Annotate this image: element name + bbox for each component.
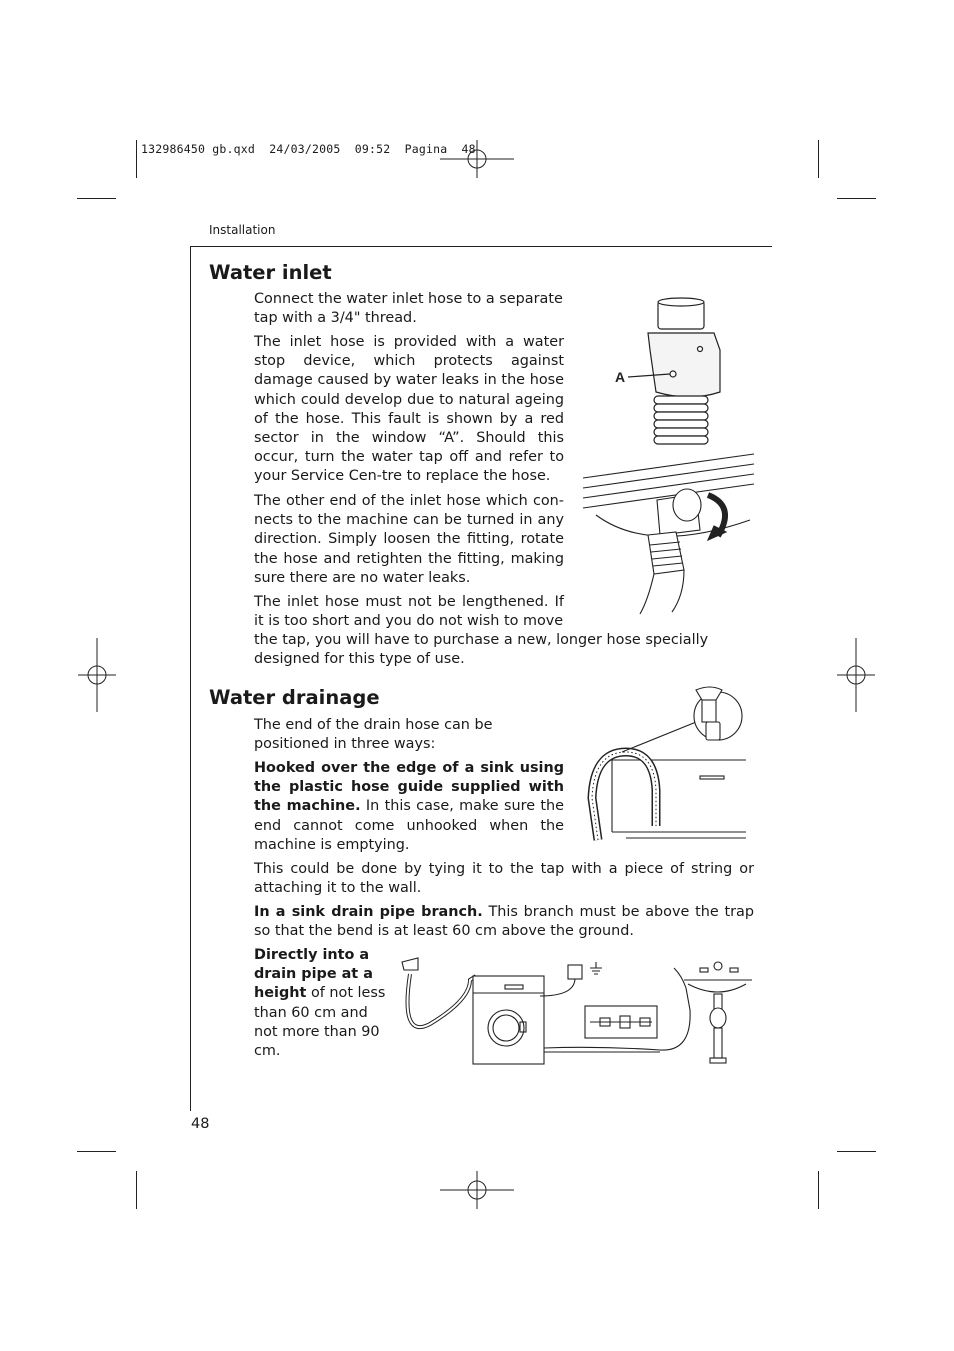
water-drainage-option-2-text: This branch must be above the trap so that the bend is at least 60 cm above the ground. (254, 904, 754, 940)
water-inlet-paragraph-4: The inlet hose must not be lengthened. If it is too short and you do not wish to move (254, 594, 564, 630)
water-drainage-option-1-text: In this case, make sure the end cannot come unhooked when the machine is emptying. (254, 798, 564, 853)
water-inlet-paragraph-4-continued: the tap, you will have to purchase a new, longer hose specially designed for this type of use. (254, 632, 709, 668)
figure-label-a: A (615, 369, 626, 385)
print-slug: 132986450 gb.qxd 24/03/2005 09:52 Pagina 48 (141, 142, 476, 156)
water-drainage-paragraph-3: This could be done by tying it to the tap with a piece of string or attaching it to the wall. (254, 861, 754, 897)
water-drainage-heading: Water drainage (209, 686, 380, 709)
page-number: 48 (191, 1116, 210, 1132)
section-label: Installation (209, 223, 276, 237)
water-inlet-paragraph-1: Connect the water inlet hose to a separate tap with a 3/4" thread. (254, 291, 563, 327)
water-drainage-paragraph-1: The end of the drain hose can be positioned in three ways: (254, 717, 493, 753)
water-inlet-heading: Water inlet (209, 261, 332, 284)
water-drainage-option-3-text: of not less than 60 cm and not more than 90 cm. (254, 985, 386, 1060)
water-drainage-option-3-bold: Directly into a drain pipe at a height (254, 947, 373, 1002)
water-inlet-paragraph-3: The other end of the inlet hose which con-nects to the machine can be turned in any direction. Simply loosen the fitting, rotate the hose and retighten the fitting, making sure there are no water leaks. (254, 493, 564, 586)
water-inlet-paragraph-2: The inlet hose is provided with a water stop device, which protects against damage caused by water leaks in the hose which could develop due to natural ageing of the hose. This fault is shown by a red sector in the window “A”. Should this occur, turn the water tap off and refer to your Service Cen-tre to replace the hose. (254, 334, 564, 485)
water-drainage-option-2-bold: In a sink drain pipe branch. (254, 904, 483, 920)
water-drainage-option-1-bold: Hooked over the edge of a sink using the plastic hose guide supplied with the machine. (254, 760, 564, 815)
